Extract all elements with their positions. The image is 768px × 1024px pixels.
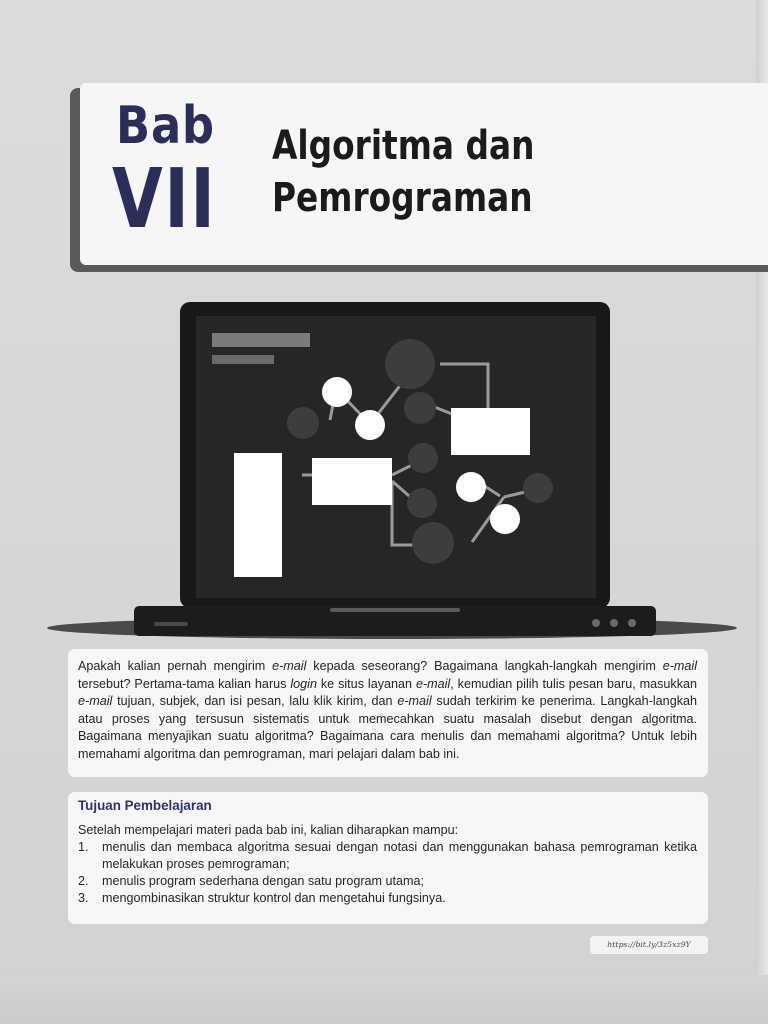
reference-link[interactable]: https://bit.ly/3z5xz9Y xyxy=(590,936,708,954)
intro-term-email: e-mail xyxy=(662,659,697,673)
intro-text: , kemudian pilih tulis pesan baru, masukkan xyxy=(450,676,698,691)
intro-term-login: login xyxy=(290,676,317,691)
learning-goals-list xyxy=(78,839,697,907)
learning-goals-box xyxy=(68,792,708,924)
intro-paragraph xyxy=(78,658,697,764)
chapter-title-line-2: Pemrograman xyxy=(272,175,533,221)
chapter-title-line-1: Algoritma dan xyxy=(272,123,535,169)
intro-text: tujuan, subjek, dan isi pesan, lalu klik kirim, dan xyxy=(112,694,398,709)
list-item-number: 2. xyxy=(78,874,89,888)
learning-goals-heading: Tujuan Pembelajaran xyxy=(78,798,212,813)
page-footer-band xyxy=(0,975,768,1024)
intro-text: kepada seseorang? Bagaimana langkah-langkah mengirim xyxy=(306,659,663,673)
list-item-text: menulis program sederhana dengan satu program utama; xyxy=(102,874,425,888)
intro-box xyxy=(68,649,708,777)
list-item-number: 3. xyxy=(78,891,89,905)
intro-term-email: e-mail xyxy=(415,676,451,691)
learning-goals-lead: Setelah mempelajari materi pada bab ini, kalian diharapkan mampu: xyxy=(78,823,459,837)
intro-text: sudah terkirim ke penerima. Langkah-langkah atau proses yang tersusun sistematis untuk memecahkan suatu masalah disebut dengan algoritma. Bagaimana menyajikan suatu algoritma? Bagaimana cara menulis dan memahami algoritma? Untuk lebih memahami algoritma dan pemrograman, mari pelajari dalam bab ini. xyxy=(78,694,697,761)
intro-term-email: e-mail xyxy=(78,694,113,709)
list-item-text: mengombinasikan struktur kontrol dan mengetahui fungsinya. xyxy=(102,891,446,905)
list-item xyxy=(78,890,697,907)
intro-term-email: e-mail xyxy=(397,694,432,709)
laptop-icon xyxy=(40,296,740,646)
chapter-label: Bab xyxy=(116,96,215,156)
chapter-number: VII xyxy=(112,152,217,247)
intro-text: Apakah kalian pernah mengirim xyxy=(78,659,273,673)
intro-text: tersebut? Pertama-tama kalian harus xyxy=(78,676,291,691)
list-item-number: 1. xyxy=(78,840,89,854)
chapter-title xyxy=(272,120,616,224)
laptop-flowchart-illustration xyxy=(40,296,740,651)
list-item xyxy=(78,873,697,890)
list-item xyxy=(78,839,697,873)
intro-text: ke situs layanan xyxy=(316,676,416,691)
intro-term-email: e-mail xyxy=(272,659,307,673)
list-item-text: menulis dan membaca algoritma sesuai dengan notasi dan menggunakan bahasa pemrograman ketika melakukan proses pemrograman; xyxy=(102,840,697,871)
